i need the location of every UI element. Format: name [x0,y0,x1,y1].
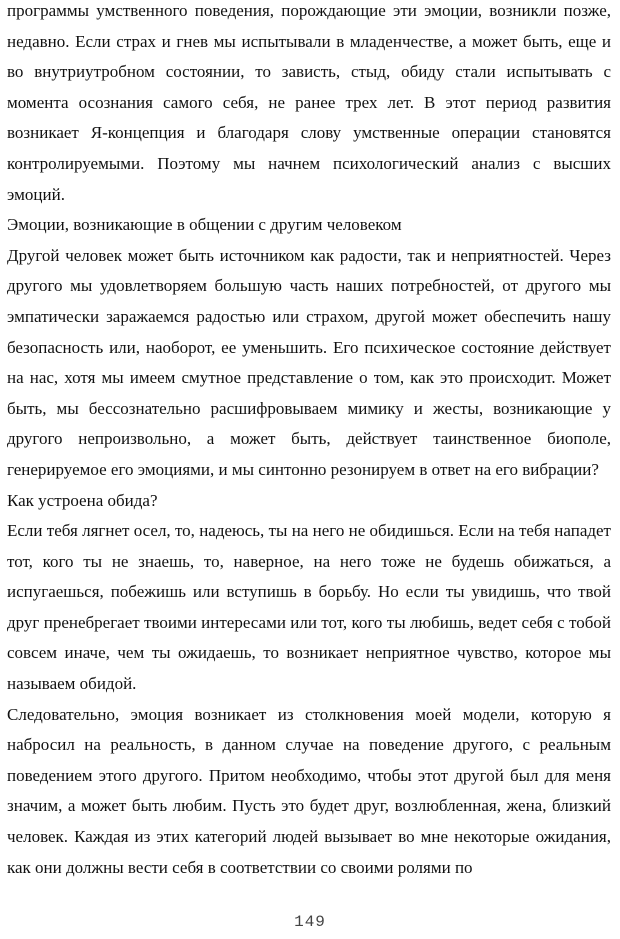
page-number: 149 [294,913,326,931]
section-heading-resentment: Как устроена обида? [7,490,158,510]
paragraph-model-conflict: Следовательно, эмоция возникает из столкновения моей модели, которую я набросил на реальность, в данном случае на поведение другого, с реальным поведением этого другого. Притом необходимо, чтобы этот другой был для меня значим, а может быть любим. Пусть это будет друг, возлюбленная, жена, близкий человек. Каждая из этих категорий людей вызывает во мне некоторые ожидания, как они должны вести себя в соответствии со своими ролями по [7,704,611,877]
paragraph-resentment-examples: Если тебя лягнет осел, то, надеюсь, ты на него не обидишься. Если на тебя нападет тот, кого ты не знаешь, то, наверное, на него тоже не будешь обижаться, а испугаешься, побежишь или вступишь в борьбу. Но если ты увидишь, что твой друг пренебрегает твоими интересами или тот, кого ты любишь, ведет себя с тобой совсем иначе, чем ты ожидаешь, то возникает неприятное чувство, которое мы называем обидой. [7,521,611,694]
section-heading-emotions-communication: Эмоции, возникающие в общении с другим человеком [7,215,402,235]
paragraph-other-person: Другой человек может быть источником как радости, так и неприятностей. Через другого мы удовлетворяем большую часть наших потребностей, от другого мы эмпатически заражаемся радостью или страхом, другой может обеспечить нашу безопасность или, наоборот, ее уменьшить. Его психическое состояние действует на нас, хотя мы имеем смутное представление о том, как это происходит. Может быть, мы бессознательно расшифровываем мимику и жесты, возникающие у другого непроизвольно, а может быть, действует таинственное биополе, генерируемое его эмоциями, и мы синтонно резонируем в ответ на его вибрации? [7,245,611,479]
paragraph-intro: программы умственного поведения, порождающие эти эмоции, возникли позже, недавно. Если страх и гнев мы испытывали в младенчестве, а может быть, еще и во внутриутробном состоянии, то зависть, стыд, обиду стали испытывать с момента осознания самого себя, не ранее трех лет. В этот период развития возникает Я-концепция и благодаря слову умственные операции становятся контролируемыми. Поэтому мы начнем психологический анализ с высших эмоций. [7,1,611,204]
body-text [7,0,611,883]
